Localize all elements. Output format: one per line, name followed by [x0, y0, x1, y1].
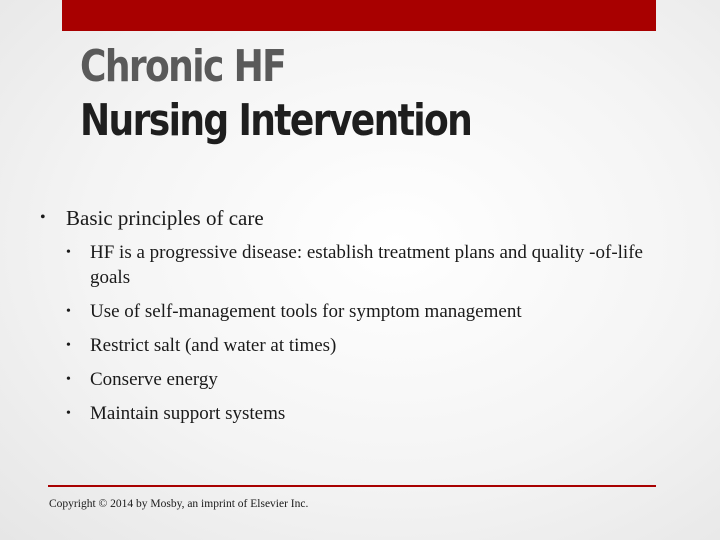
sub-bullet-text: Conserve energy — [90, 369, 218, 390]
sub-bullet-list — [66, 240, 680, 426]
sub-bullet-item — [66, 367, 680, 392]
top-accent-bar — [62, 0, 656, 31]
sub-bullet-text: HF is a progressive disease: establish treatment plans and quality -of-life goals — [90, 242, 643, 288]
footer-divider — [48, 485, 656, 487]
sub-bullet-text: Maintain support systems — [90, 403, 286, 424]
sub-bullet-marker: • — [66, 304, 71, 319]
sub-bullet-marker: • — [66, 245, 71, 260]
bullet-marker: • — [40, 209, 46, 226]
bullet-list — [40, 204, 680, 435]
sub-bullet-item — [66, 240, 680, 290]
title-line-1: Chronic HF — [80, 41, 286, 92]
sub-bullet-text: Use of self-management tools for symptom management — [90, 301, 522, 322]
slide-title — [80, 40, 572, 148]
bullet-text: Basic principles of care — [66, 206, 264, 230]
sub-bullet-marker: • — [66, 372, 71, 387]
sub-bullet-marker: • — [66, 406, 71, 421]
sub-bullet-item — [66, 401, 680, 426]
bullet-item — [40, 204, 680, 232]
copyright-notice: Copyright © 2014 by Mosby, an imprint of Elsevier Inc. — [49, 498, 309, 510]
sub-bullet-item — [66, 299, 680, 324]
title-line-2: Nursing Intervention — [80, 95, 472, 146]
sub-bullet-marker: • — [66, 338, 71, 353]
sub-bullet-text: Restrict salt (and water at times) — [90, 335, 337, 356]
sub-bullet-item — [66, 333, 680, 358]
